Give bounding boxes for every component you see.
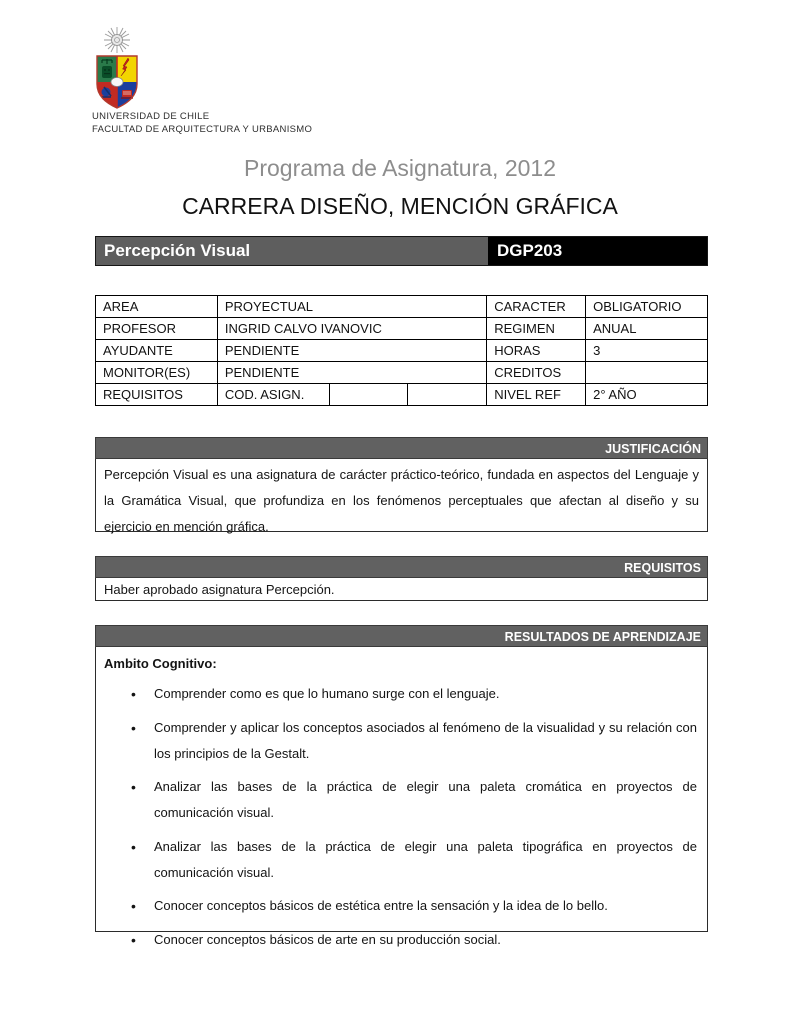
section-body-requisitos: Haber aprobado asignatura Percepción. bbox=[95, 578, 708, 601]
table-cell-empty bbox=[329, 384, 408, 406]
learning-outcome-item: • Comprender y aplicar los conceptos asociados al fenómeno de la visualidad y su relación con los principios de la Gestalt. bbox=[131, 715, 697, 767]
table-row bbox=[96, 340, 708, 362]
table-cell-empty bbox=[408, 384, 487, 406]
course-info-table bbox=[95, 295, 708, 406]
table-cell-value: 3 bbox=[586, 340, 708, 362]
table-cell-label: CREDITOS bbox=[487, 362, 586, 384]
table-cell-value: OBLIGATORIO bbox=[586, 296, 708, 318]
course-code-banner: DGP203 bbox=[488, 237, 707, 265]
table-cell-label: HORAS bbox=[487, 340, 586, 362]
section-header-requisitos: REQUISITOS bbox=[95, 556, 708, 578]
table-cell-value: 2° AÑO bbox=[586, 384, 708, 406]
table-cell-value: PROYECTUAL bbox=[217, 296, 486, 318]
section-header-resultados: RESULTADOS DE APRENDIZAJE bbox=[95, 625, 708, 647]
table-cell-value: COD. ASIGN. bbox=[217, 384, 329, 406]
learning-outcome-item: • Conocer conceptos básicos de estética entre la sensación y la idea de lo bello. bbox=[131, 893, 697, 919]
table-row bbox=[96, 362, 708, 384]
table-row bbox=[96, 318, 708, 340]
course-name-banner: Percepción Visual bbox=[96, 237, 488, 265]
university-crest-icon bbox=[88, 26, 146, 110]
university-logo bbox=[88, 26, 146, 115]
learning-outcome-item: • Analizar las bases de la práctica de elegir una paleta tipográfica en proyectos de comunicación visual. bbox=[131, 834, 697, 886]
course-banner bbox=[95, 236, 708, 266]
outcomes-subtitle: Ambito Cognitivo: bbox=[104, 656, 217, 671]
table-cell-label: MONITOR(ES) bbox=[96, 362, 218, 384]
program-title: Programa de Asignatura, 2012 bbox=[244, 155, 556, 181]
table-cell-value: ANUAL bbox=[586, 318, 708, 340]
section-header-justificacion: JUSTIFICACIÓN bbox=[95, 437, 708, 459]
table-cell-label: AREA bbox=[96, 296, 218, 318]
faculty-name: FACULTAD DE ARQUITECTURA Y URBANISMO bbox=[92, 123, 313, 135]
table-cell-label: AYUDANTE bbox=[96, 340, 218, 362]
learning-outcome-item: • Analizar las bases de la práctica de elegir una paleta cromática en proyectos de comunicación visual. bbox=[131, 774, 697, 826]
table-cell-label: REQUISITOS bbox=[96, 384, 218, 406]
table-cell-value bbox=[586, 362, 708, 384]
university-name: UNIVERSIDAD DE CHILE bbox=[92, 111, 210, 122]
table-cell-label: CARACTER bbox=[487, 296, 586, 318]
learning-outcome-item: • Comprender como es que lo humano surge con el lenguaje. bbox=[131, 681, 697, 707]
section-body-resultados bbox=[95, 647, 708, 947]
table-cell-value: PENDIENTE bbox=[217, 340, 486, 362]
table-cell-value: PENDIENTE bbox=[217, 362, 486, 384]
table-cell-label: REGIMEN bbox=[487, 318, 586, 340]
career-title: CARRERA DISEÑO, MENCIÓN GRÁFICA bbox=[182, 193, 618, 219]
outcomes-list bbox=[104, 681, 697, 953]
table-row bbox=[96, 384, 708, 406]
table-cell-label: PROFESOR bbox=[96, 318, 218, 340]
table-cell-value: INGRID CALVO IVANOVIC bbox=[217, 318, 486, 340]
learning-outcome-item: • Conocer conceptos básicos de arte en su producción social. bbox=[131, 927, 697, 953]
table-row bbox=[96, 296, 708, 318]
table-cell-label: NIVEL REF bbox=[487, 384, 586, 406]
section-body-justificacion: Percepción Visual es una asignatura de carácter práctico-teórico, fundada en aspectos del Lenguaje y la Gramática Visual, que profundiza en los fenómenos perceptuales que afectan al diseño y su ejercicio en mención gráfica. bbox=[95, 459, 708, 532]
